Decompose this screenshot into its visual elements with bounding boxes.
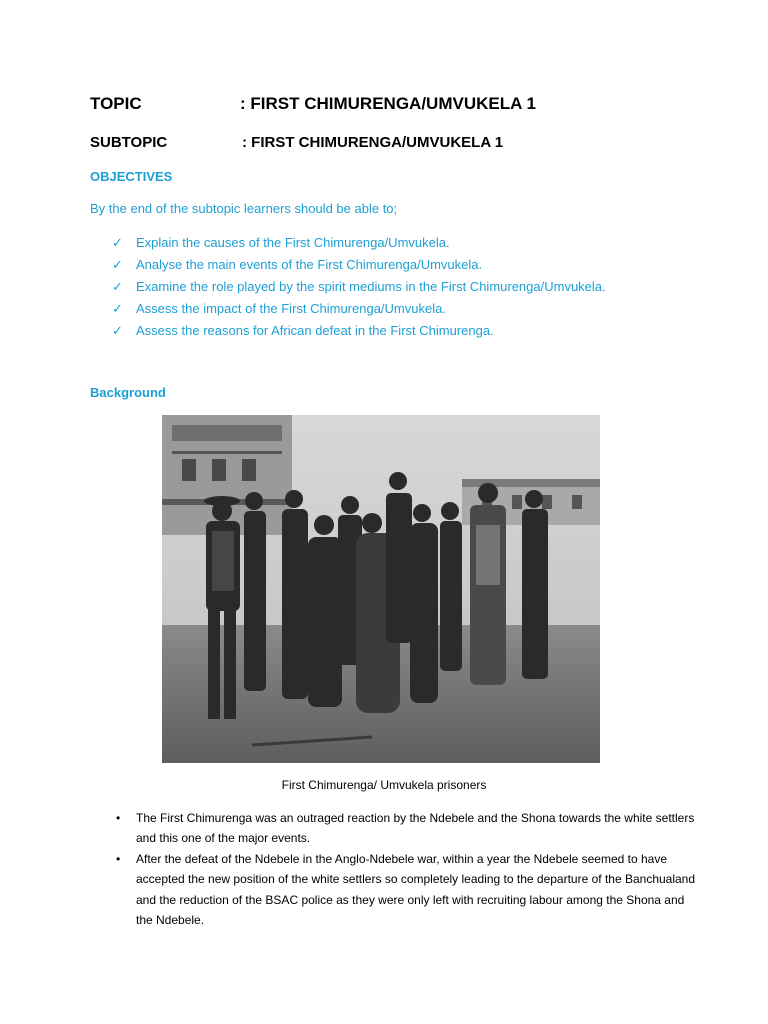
background-heading: Background xyxy=(90,385,166,400)
objectives-list xyxy=(112,232,606,342)
checkmark-icon: ✓ xyxy=(112,301,123,316)
objective-item: ✓ Explain the causes of the First Chimurenga/Umvukela. xyxy=(112,232,606,254)
objective-item: ✓ Examine the role played by the spirit mediums in the First Chimurenga/Umvukela. xyxy=(112,276,606,298)
checkmark-icon: ✓ xyxy=(112,323,123,338)
checkmark-icon: ✓ xyxy=(112,257,123,272)
subtopic-value: : FIRST CHIMURENGA/UMVUKELA 1 xyxy=(242,134,504,151)
bullet-dot-icon: • xyxy=(116,811,121,825)
objectives-heading: OBJECTIVES xyxy=(90,169,173,184)
topic-label: TOPIC xyxy=(90,94,142,113)
subtopic-label: SUBTOPIC xyxy=(90,134,168,151)
bullet-item: • The First Chimurenga was an outraged reaction by the Ndebele and the Shona towards the white settlers and this one of the major events. xyxy=(116,808,696,849)
objectives-intro: By the end of the subtopic learners should be able to; xyxy=(90,201,398,216)
checkmark-icon: ✓ xyxy=(112,235,123,250)
objective-item: ✓ Assess the impact of the First Chimurenga/Umvukela. xyxy=(112,298,606,320)
topic-line xyxy=(90,94,536,114)
photo-caption: First Chimurenga/ Umvukela prisoners xyxy=(281,778,487,792)
bullet-item: • After the defeat of the Ndebele in the Anglo-Ndebele war, within a year the Ndebele seemed to have accepted the new position of the white settlers so completely leading to the departure of the Banchualand and the reduction of the BSAC police as they were only left with recruiting labour among the Shona and the Ndebele. xyxy=(116,849,696,931)
objective-item: ✓ Analyse the main events of the First Chimurenga/Umvukela. xyxy=(112,254,606,276)
checkmark-icon: ✓ xyxy=(112,279,123,294)
background-bullets xyxy=(116,808,696,930)
historical-photo xyxy=(162,415,600,763)
bullet-dot-icon: • xyxy=(116,851,121,866)
subtopic-line xyxy=(90,134,504,151)
objective-item: ✓ Assess the reasons for African defeat in the First Chimurenga. xyxy=(112,320,606,342)
topic-value: : FIRST CHIMURENGA/UMVUKELA 1 xyxy=(240,94,536,113)
